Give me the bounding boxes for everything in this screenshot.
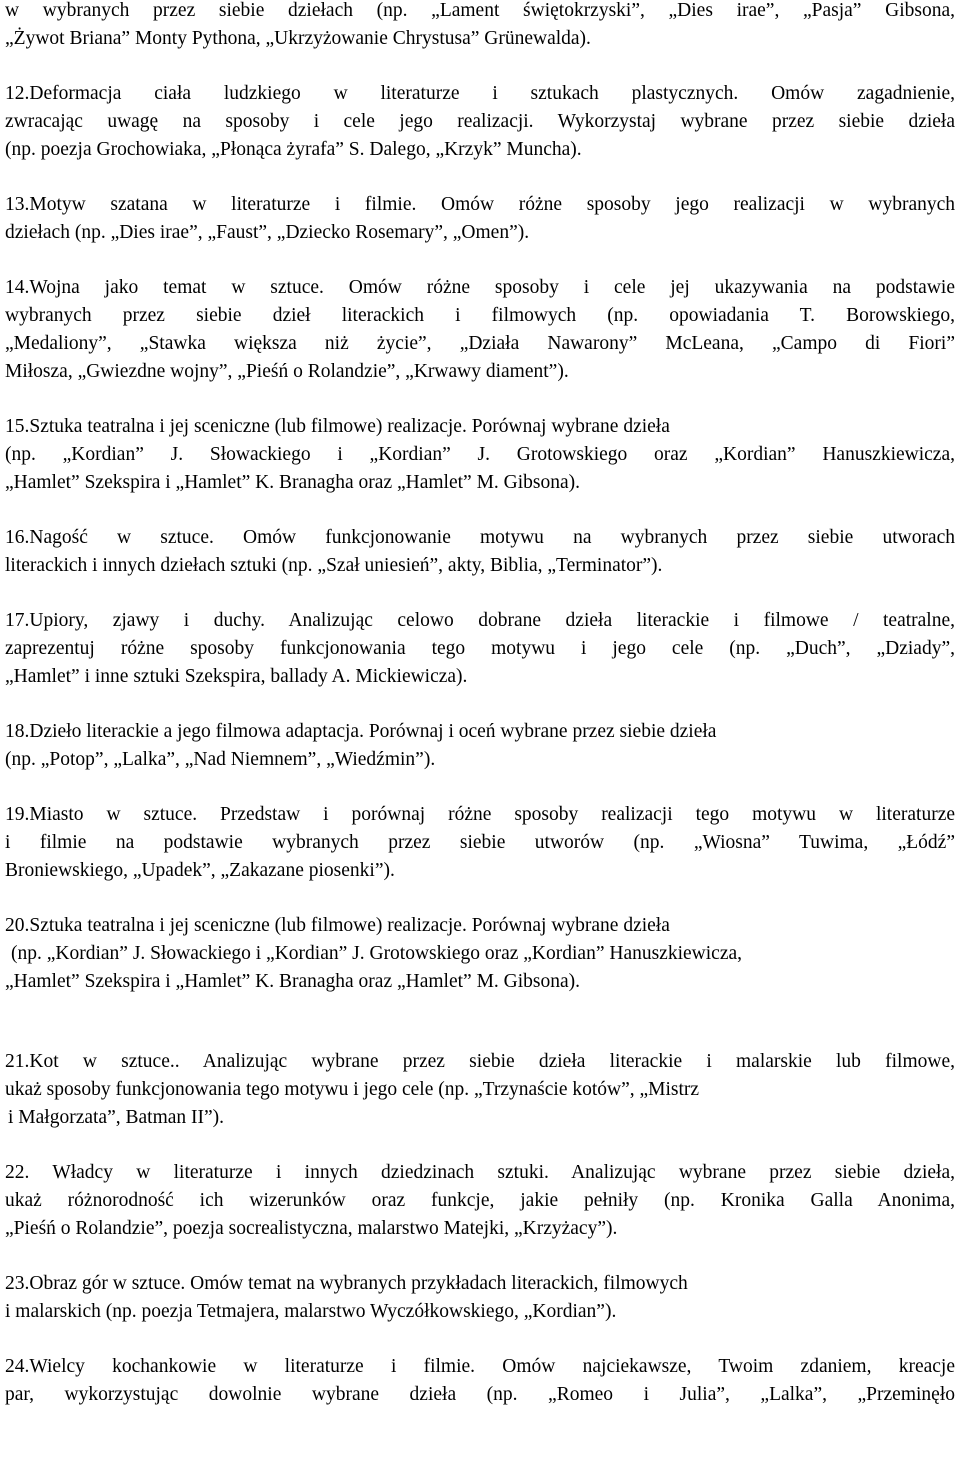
list-item-14 (5, 274, 955, 386)
text-line: 21.Kot w sztuce.. Analizując wybrane przez siebie dzieła literackie i malarskie lub filmowe, (5, 1051, 955, 1072)
text-line: (np. „Kordian” J. Słowackiego i „Kordian” J. Grotowskiego oraz „Kordian” Hanuszkiewicza, (5, 444, 955, 465)
text-line: „Żywot Briana” Monty Pythona, „Ukrzyżowanie Chrystusa” Grünewalda). (5, 28, 591, 49)
text-line: 16.Nagość w sztuce. Omów funkcjonowanie motywu na wybranych przez siebie utworach (5, 527, 955, 548)
list-item-20 (5, 912, 955, 996)
text-line: ukaż różnorodność ich wizerunków oraz funkcje, jakie pełniły (np. Kronika Galla Anonima, (5, 1190, 955, 1211)
text-line: wybranych przez siebie dzieł literackich i filmowych (np. opowiadania T. Borowskiego, (5, 305, 955, 326)
list-item-16 (5, 524, 955, 580)
text-line: ukaż sposoby funkcjonowania tego motywu i jego cele (np. „Trzynaście kotów”, „Mistrz (5, 1079, 700, 1100)
text-line: literackich i innych dziełach sztuki (np. „Szał uniesień”, akty, Biblia, „Terminator”). (5, 555, 663, 576)
list-item-21 (5, 1048, 955, 1132)
text-line: zaprezentuj różne sposoby funkcjonowania tego motywu i jego cele (np. „Duch”, „Dziady”, (5, 638, 955, 659)
text-line: i Małgorzata”, Batman II”). (8, 1107, 225, 1128)
text-line: 18.Dzieło literackie a jego filmowa adaptacja. Porównaj i oceń wybrane przez siebie dzieła (5, 721, 717, 742)
list-item-24 (5, 1353, 955, 1409)
text-line: 19.Miasto w sztuce. Przedstaw i porównaj różne sposoby realizacji tego motywu w literaturze (5, 804, 955, 825)
list-item-18 (5, 718, 955, 774)
text-line: 20.Sztuka teatralna i jej sceniczne (lub filmowe) realizacje. Porównaj wybrane dzieła (5, 915, 670, 936)
text-line: 12.Deformacja ciała ludzkiego w literaturze i sztukach plastycznych. Omów zagadnienie, (5, 83, 955, 104)
text-line: dziełach (np. „Dies irae”, „Faust”, „Dziecko Rosemary”, „Omen”). (5, 222, 530, 243)
text-line: Broniewskiego, „Upadek”, „Zakazane piosenki”). (5, 860, 395, 881)
text-line: „Hamlet” i inne sztuki Szekspira, ballady A. Mickiewicza). (5, 666, 468, 687)
document-page (5, 0, 955, 1409)
list-item-17 (5, 607, 955, 691)
text-line: w wybranych przez siebie dziełach (np. „Lament świętokrzyski”, „Dies irae”, „Pasja” Gibsona, (5, 0, 955, 21)
list-item-13 (5, 191, 955, 247)
list-item-15 (5, 413, 955, 497)
text-line: i filmie na podstawie wybranych przez siebie utworów (np. „Wiosna” Tuwima, „Łódź” (5, 832, 955, 853)
paragraph-continuation (5, 0, 955, 53)
text-line: (np. poezja Grochowiaka, „Płonąca żyrafa” S. Dalego, „Krzyk” Muncha). (5, 139, 582, 160)
text-line: 13.Motyw szatana w literaturze i filmie. Omów różne sposoby jego realizacji w wybranych (5, 194, 955, 215)
text-line: 15.Sztuka teatralna i jej sceniczne (lub filmowe) realizacje. Porównaj wybrane dzieła (5, 416, 670, 437)
text-line: 23.Obraz gór w sztuce. Omów temat na wybranych przykładach literackich, filmowych (5, 1273, 688, 1294)
text-line: „Hamlet” Szekspira i „Hamlet” K. Branagha oraz „Hamlet” M. Gibsona). (5, 472, 581, 493)
text-line: i malarskich (np. poezja Tetmajera, malarstwo Wyczółkowskiego, „Kordian”). (5, 1301, 617, 1322)
list-item-22 (5, 1159, 955, 1243)
text-line: 22. Władcy w literaturze i innych dziedzinach sztuki. Analizując wybrane przez siebie dzieła, (5, 1162, 955, 1183)
text-line: 24.Wielcy kochankowie w literaturze i filmie. Omów najciekawsze, Twoim zdaniem, kreacje (5, 1356, 955, 1377)
text-line: par, wykorzystując dowolnie wybrane dzieła (np. „Romeo i Julia”, „Lalka”, „Przeminęło (5, 1384, 955, 1405)
text-line: (np. „Potop”, „Lalka”, „Nad Niemnem”, „Wiedźmin”). (5, 749, 436, 770)
text-line: „Pieśń o Rolandzie”, poezja socrealistyczna, malarstwo Matejki, „Krzyżacy”). (5, 1218, 618, 1239)
text-line: Miłosza, „Gwiezdne wojny”, „Pieśń o Rolandzie”, „Krwawy diament”). (5, 361, 569, 382)
text-line: 14.Wojna jako temat w sztuce. Omów różne sposoby i cele jej ukazywania na podstawie (5, 277, 955, 298)
list-item-23 (5, 1270, 955, 1326)
text-line: „Hamlet” Szekspira i „Hamlet” K. Branagha oraz „Hamlet” M. Gibsona). (5, 971, 581, 992)
text-line: zwracając uwagę na sposoby i cele jego realizacji. Wykorzystaj wybrane przez siebie dzieła (5, 111, 955, 132)
text-line: „Medaliony”, „Stawka większa niż życie”, „Działa Nawarony” McLeana, „Campo di Fiori” (5, 333, 955, 354)
text-line: (np. „Kordian” J. Słowackiego i „Kordian” J. Grotowskiego oraz „Kordian” Hanuszkiewicza, (11, 943, 743, 964)
text-line: 17.Upiory, zjawy i duchy. Analizując celowo dobrane dzieła literackie i filmowe / teatralne, (5, 610, 955, 631)
list-item-12 (5, 80, 955, 164)
list-item-19 (5, 801, 955, 885)
